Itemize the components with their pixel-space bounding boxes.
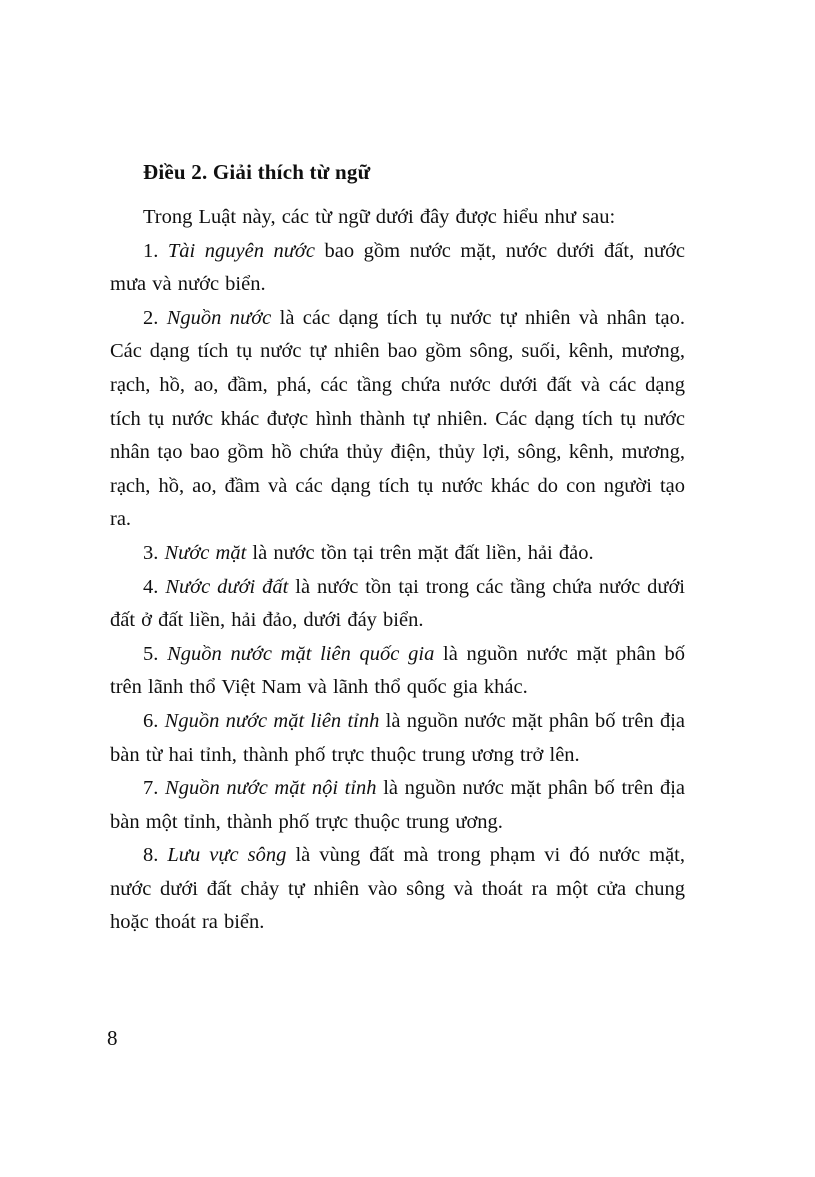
item-definition: là vùng đất mà trong phạm vi đó nước mặt, nước dưới đất chảy tự nhiên vào sông và thoát ra một cửa chung hoặc thoát ra biển.	[110, 844, 685, 934]
definition-item	[110, 235, 685, 302]
item-term: Nguồn nước	[166, 306, 272, 329]
item-term: Tài nguyên nước	[167, 239, 315, 262]
definition-item	[110, 302, 685, 537]
section-heading: Điều 2. Giải thích từ ngữ	[143, 160, 371, 184]
item-definition: là nước tồn tại trong các tầng chứa nước dưới đất ở đất liền, hải đảo, dưới đáy biển.	[110, 575, 686, 632]
item-number: 8.	[143, 844, 159, 867]
definition-item	[110, 839, 685, 940]
item-number: 3.	[143, 541, 159, 564]
item-term: Lưu vực sông	[167, 844, 287, 867]
item-number: 6.	[143, 709, 159, 732]
item-number: 5.	[143, 642, 159, 665]
item-number: 4.	[143, 575, 159, 598]
item-number: 1.	[143, 239, 159, 262]
page-number: 8	[107, 1026, 118, 1050]
intro-paragraph: Trong Luật này, các từ ngữ dưới đây được hiểu như sau:	[143, 206, 616, 228]
item-definition: là nguồn nước mặt phân bố trên địa bàn từ hai tỉnh, thành phố trực thuộc trung ương trở lên.	[110, 709, 686, 766]
definition-item	[110, 772, 685, 839]
item-definition: là các dạng tích tụ nước tự nhiên và nhân tạo. Các dạng tích tụ nước tự nhiên bao gồm sông, suối, kênh, mương, rạch, hồ, ao, đầm, phá, các tầng chứa nước dưới đất và các dạng tích tụ nước khác được hình thành tự nhiên. Các dạng tích tụ nước nhân tạo bao gồm hồ chứa thủy điện, thủy lợi, sông, kênh, mương, rạch, hồ, ao, đầm và các dạng tích tụ nước khác do con người tạo ra.	[110, 306, 685, 531]
item-number: 2.	[143, 306, 159, 329]
definition-item	[110, 638, 685, 705]
item-definition: bao gồm nước mặt, nước dưới đất, nước mưa và nước biển.	[110, 239, 686, 296]
item-number: 7.	[143, 777, 159, 800]
item-term: Nước dưới đất	[165, 575, 289, 598]
item-definition: là nguồn nước mặt phân bố trên lãnh thổ Việt Nam và lãnh thổ quốc gia khác.	[110, 642, 686, 699]
item-term: Nguồn nước mặt liên quốc gia	[167, 642, 435, 665]
definition-item	[110, 705, 685, 772]
definition-item	[110, 537, 685, 571]
item-definition: là nước tồn tại trên mặt đất liền, hải đảo.	[252, 541, 594, 564]
item-term: Nguồn nước mặt liên tỉnh	[164, 709, 380, 732]
definition-item	[110, 571, 685, 638]
item-definition: là nguồn nước mặt phân bố trên địa bàn một tỉnh, thành phố trực thuộc trung ương.	[110, 777, 685, 833]
item-term: Nước mặt	[164, 541, 247, 564]
item-term: Nguồn nước mặt nội tỉnh	[165, 777, 377, 800]
